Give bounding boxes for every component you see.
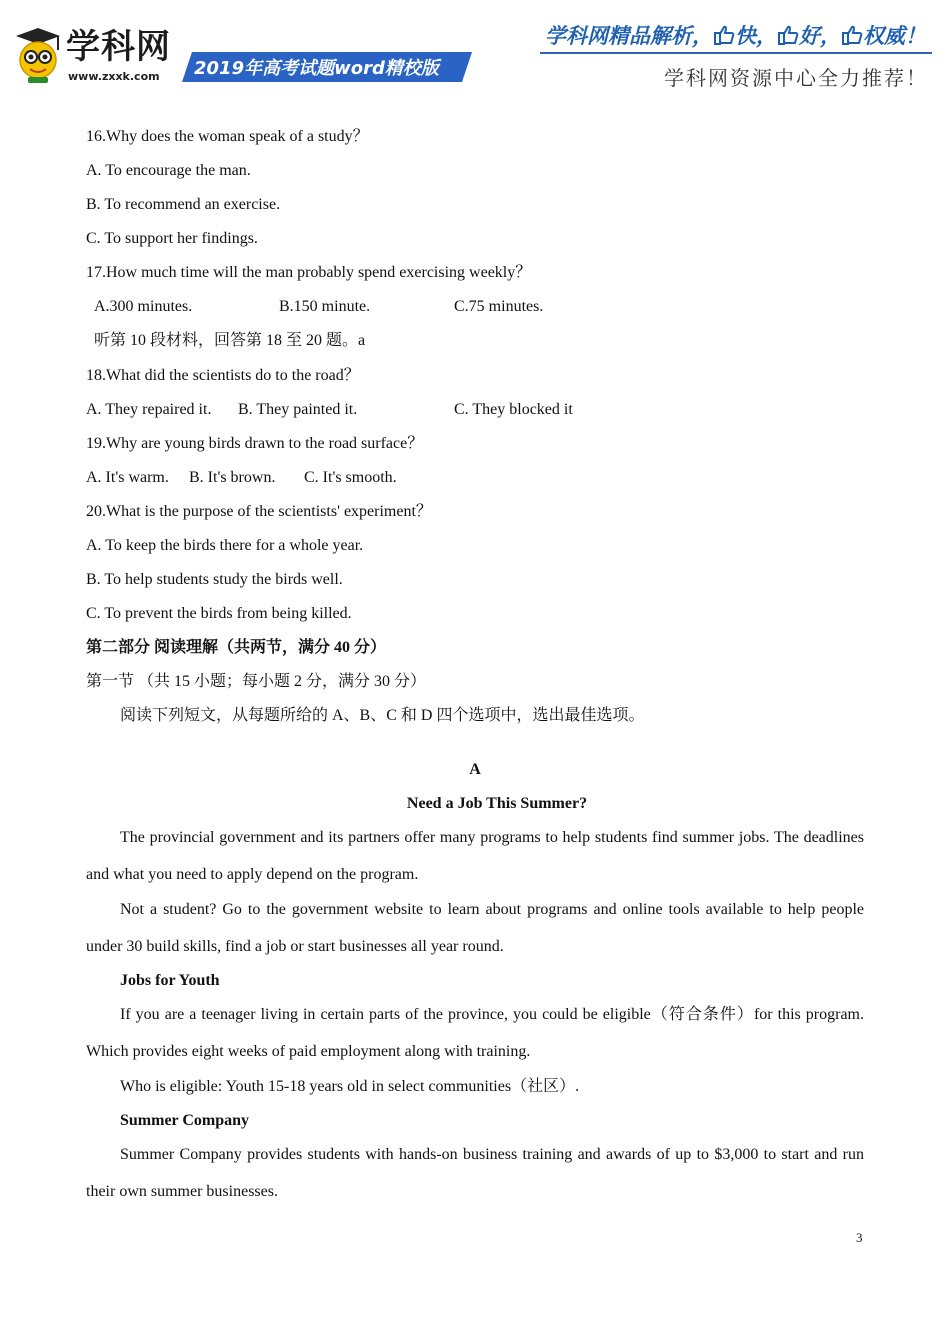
logo-text: 学科网 (66, 27, 171, 67)
thumbs-up-icon (713, 24, 735, 46)
option-17b: B.150 minute. (279, 298, 371, 315)
heading-summer-company: Summer Company (120, 1112, 250, 1129)
option-18c: C. They blocked it (454, 401, 573, 418)
passage-letter: A (469, 761, 481, 778)
section-one-heading: 第一节 （共 15 小题；每小题 2 分，满分 30 分） (86, 673, 427, 690)
question-19: 19.Why are young birds drawn to the road surface？ (86, 435, 424, 452)
option-20c: C. To prevent the birds from being killed. (86, 605, 352, 622)
page-header (0, 0, 950, 100)
section-10-instruction: 听第 10 段材料，回答第 18 至 20 题。a (94, 332, 366, 349)
paragraph-1: The provincial government and its partners offer many programs to help students find summer jobs. The deadlines and what you need to apply depend on the program. (86, 829, 864, 883)
paragraph-5: Summer Company provides students with hands-on business training and awards of up to $3,000 to start and run their own summer businesses. (86, 1146, 864, 1200)
question-20: 20.What is the purpose of the scientists' experiment？ (86, 503, 432, 520)
passage-title: Need a Job This Summer? (406, 795, 588, 812)
option-20a: A. To keep the birds there for a whole year. (86, 537, 364, 554)
logo-url: www.zxxk.com (68, 70, 160, 83)
option-18b: B. They painted it. (238, 401, 358, 418)
reading-instruction: 阅读下列短文，从每题所给的 A、B、C 和 D 四个选项中，选出最佳选项。 (120, 707, 645, 724)
header-divider (540, 52, 932, 54)
slogan-part1: 学科网精品解析， (545, 24, 713, 48)
question-17: 17.How much time will the man probably spend exercising weekly？ (86, 264, 532, 281)
option-17c: C.75 minutes. (454, 298, 544, 315)
question-16: 16.Why does the woman speak of a study？ (86, 128, 369, 145)
option-19a: A. It's warm. (86, 469, 169, 486)
option-16c: C. To support her findings. (86, 230, 258, 247)
thumbs-up-icon (841, 24, 863, 46)
question-18: 18.What did the scientists do to the road？ (86, 367, 360, 384)
paragraph-2: Not a student? Go to the government website to learn about programs and online tools available to help people under 30 build skills, find a job or start businesses all year round. (86, 901, 864, 955)
option-19c: C. It's smooth. (304, 469, 397, 486)
option-20b: B. To help students study the birds well. (86, 571, 343, 588)
option-16a: A. To encourage the man. (86, 162, 251, 179)
paragraph-4: Who is eligible: Youth 15-18 years old in select communities（社区）. (120, 1078, 580, 1095)
paragraph-3: If you are a teenager living in certain parts of the province, you could be eligible（符合条件）for this program. Which provides eight weeks of paid employment along with training. (86, 1006, 864, 1060)
thumbs-up-icon (777, 24, 799, 46)
slogan-authority: 权威！ (863, 24, 926, 48)
slogan (545, 20, 926, 50)
option-18a: A. They repaired it. (86, 401, 212, 418)
slogan-fast: 快， (735, 24, 777, 48)
option-16b: B. To recommend an exercise. (86, 196, 281, 213)
option-19b: B. It's brown. (189, 469, 276, 486)
option-17a: A.300 minutes. (94, 298, 193, 315)
page-number: 3 (856, 1230, 863, 1245)
heading-jobs-for-youth: Jobs for Youth (120, 972, 220, 989)
mascot-logo-icon (12, 26, 64, 84)
part-two-heading: 第二部分 阅读理解（共两节，满分 40 分） (86, 639, 387, 656)
banner-title: 2019年高考试题word精校版 (194, 58, 439, 79)
slogan-good: 好， (799, 24, 841, 48)
recommend-text: 学科网资源中心全力推荐！ (664, 66, 928, 90)
